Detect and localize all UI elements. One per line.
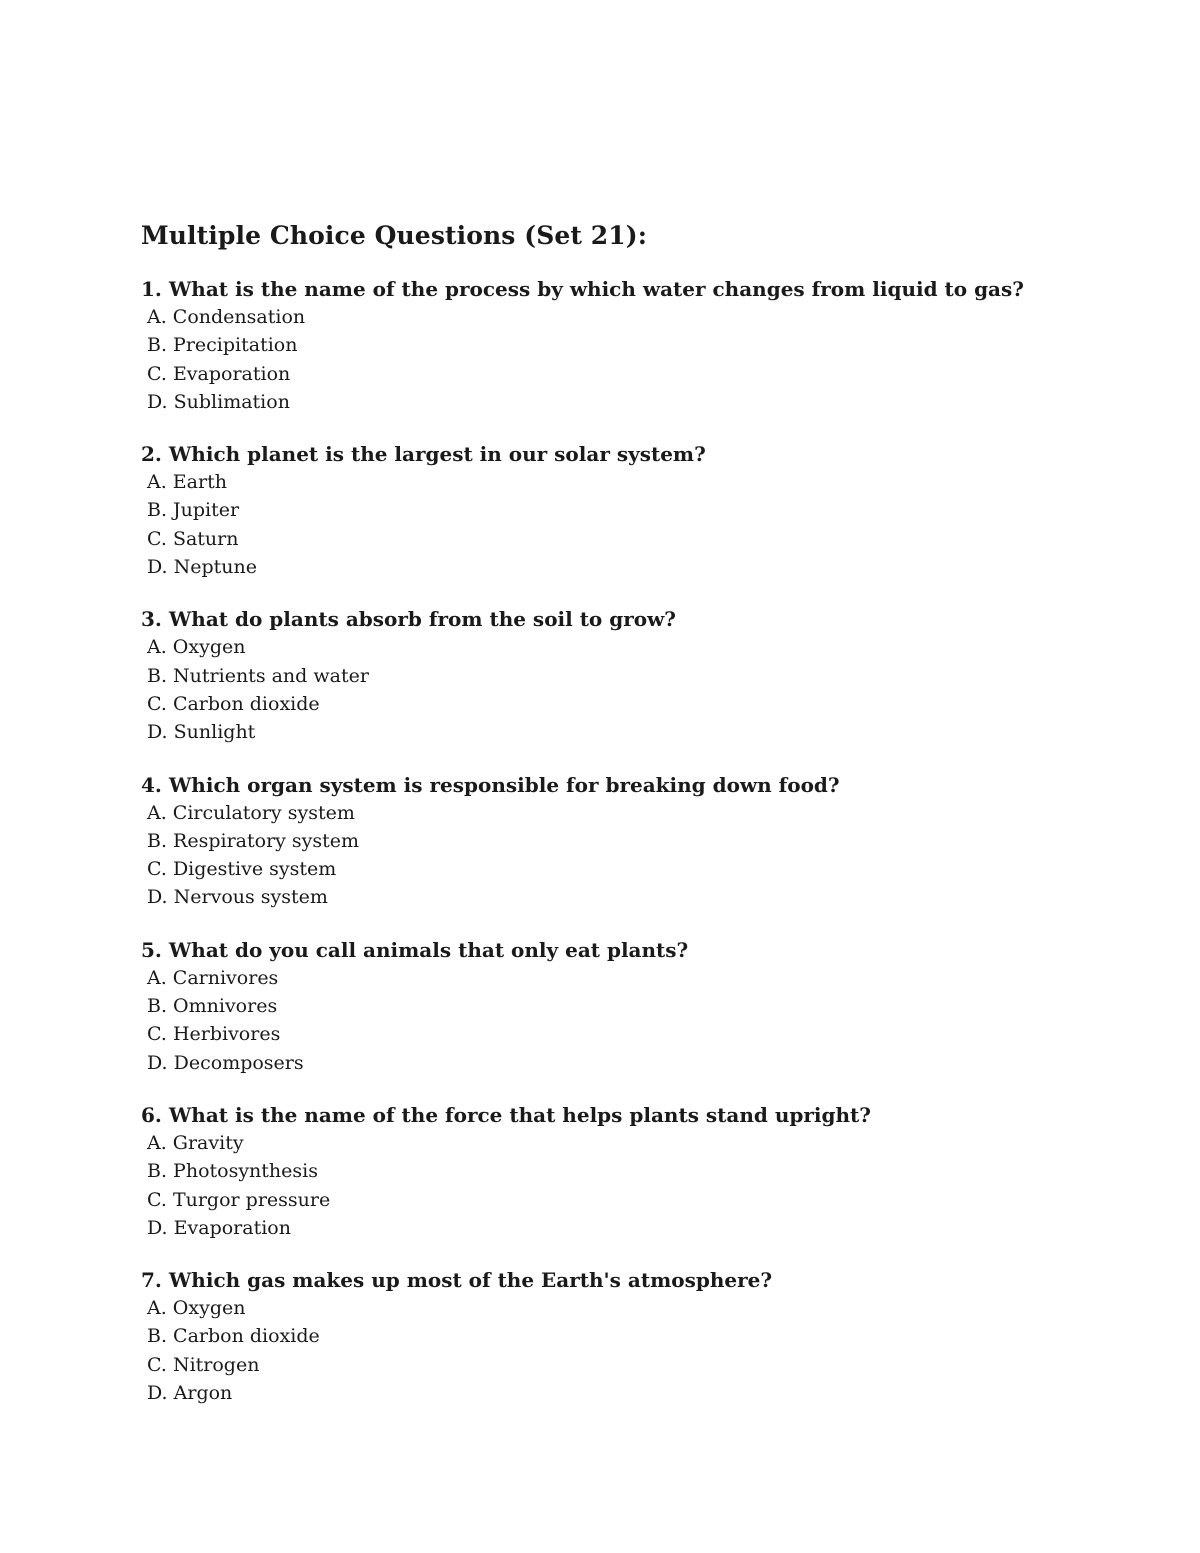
option-d: D. Evaporation	[147, 1216, 291, 1239]
question-text: 4. Which organ system is responsible for breaking down food?	[141, 772, 840, 797]
question-text: 5. What do you call animals that only eat plants?	[141, 937, 689, 962]
option-list	[141, 303, 1141, 416]
option-c: C. Turgor pressure	[147, 1188, 331, 1211]
question-text: 3. What do plants absorb from the soil to grow?	[141, 607, 677, 632]
option-c: C. Carbon dioxide	[147, 692, 320, 715]
option-c: C. Nitrogen	[147, 1353, 260, 1376]
option-d: D. Neptune	[147, 556, 258, 579]
option-a: A. Gravity	[147, 1131, 244, 1154]
option-b: B. Precipitation	[147, 334, 298, 357]
question-6	[141, 1101, 1141, 1242]
option-d: D. Decomposers	[147, 1051, 304, 1074]
option-b: B. Jupiter	[147, 499, 240, 522]
question-text: 1. What is the name of the process by which water changes from liquid to gas?	[141, 277, 1024, 301]
option-c: C. Evaporation	[147, 362, 291, 385]
question-5	[141, 936, 1141, 1077]
option-d: D. Sunlight	[147, 721, 256, 744]
option-list	[141, 1294, 1141, 1407]
option-c: C. Herbivores	[147, 1023, 281, 1046]
option-list	[141, 468, 1141, 581]
option-a: A. Oxygen	[147, 1297, 246, 1320]
question-list	[141, 275, 1141, 1431]
option-c: C. Digestive system	[147, 858, 337, 881]
option-a: A. Circulatory system	[147, 801, 355, 824]
option-d: D. Nervous system	[147, 886, 328, 909]
option-list	[141, 633, 1141, 746]
question-text: 7. Which gas makes up most of the Earth's atmosphere?	[141, 1268, 773, 1293]
option-d: D. Argon	[147, 1382, 233, 1405]
question-3	[141, 605, 1141, 746]
option-list	[141, 964, 1141, 1077]
question-1	[141, 275, 1141, 416]
option-b: B. Photosynthesis	[147, 1160, 318, 1183]
question-text: 2. Which planet is the largest in our solar system?	[141, 442, 706, 467]
option-list	[141, 799, 1141, 912]
option-c: C. Saturn	[147, 527, 239, 550]
option-b: B. Omnivores	[147, 995, 278, 1018]
question-7	[141, 1266, 1141, 1407]
option-list	[141, 1129, 1141, 1242]
option-b: B. Carbon dioxide	[147, 1325, 320, 1348]
document-title: Multiple Choice Questions (Set 21):	[141, 221, 648, 250]
option-b: B. Nutrients and water	[147, 664, 369, 687]
option-b: B. Respiratory system	[147, 829, 360, 852]
option-a: A. Condensation	[147, 306, 306, 328]
question-text: 6. What is the name of the force that helps plants stand upright?	[141, 1102, 871, 1127]
question-4	[141, 771, 1141, 912]
question-2	[141, 440, 1141, 581]
option-a: A. Oxygen	[147, 636, 246, 659]
option-d: D. Sublimation	[147, 390, 290, 413]
option-a: A. Carnivores	[147, 966, 279, 989]
option-a: A. Earth	[147, 471, 227, 494]
